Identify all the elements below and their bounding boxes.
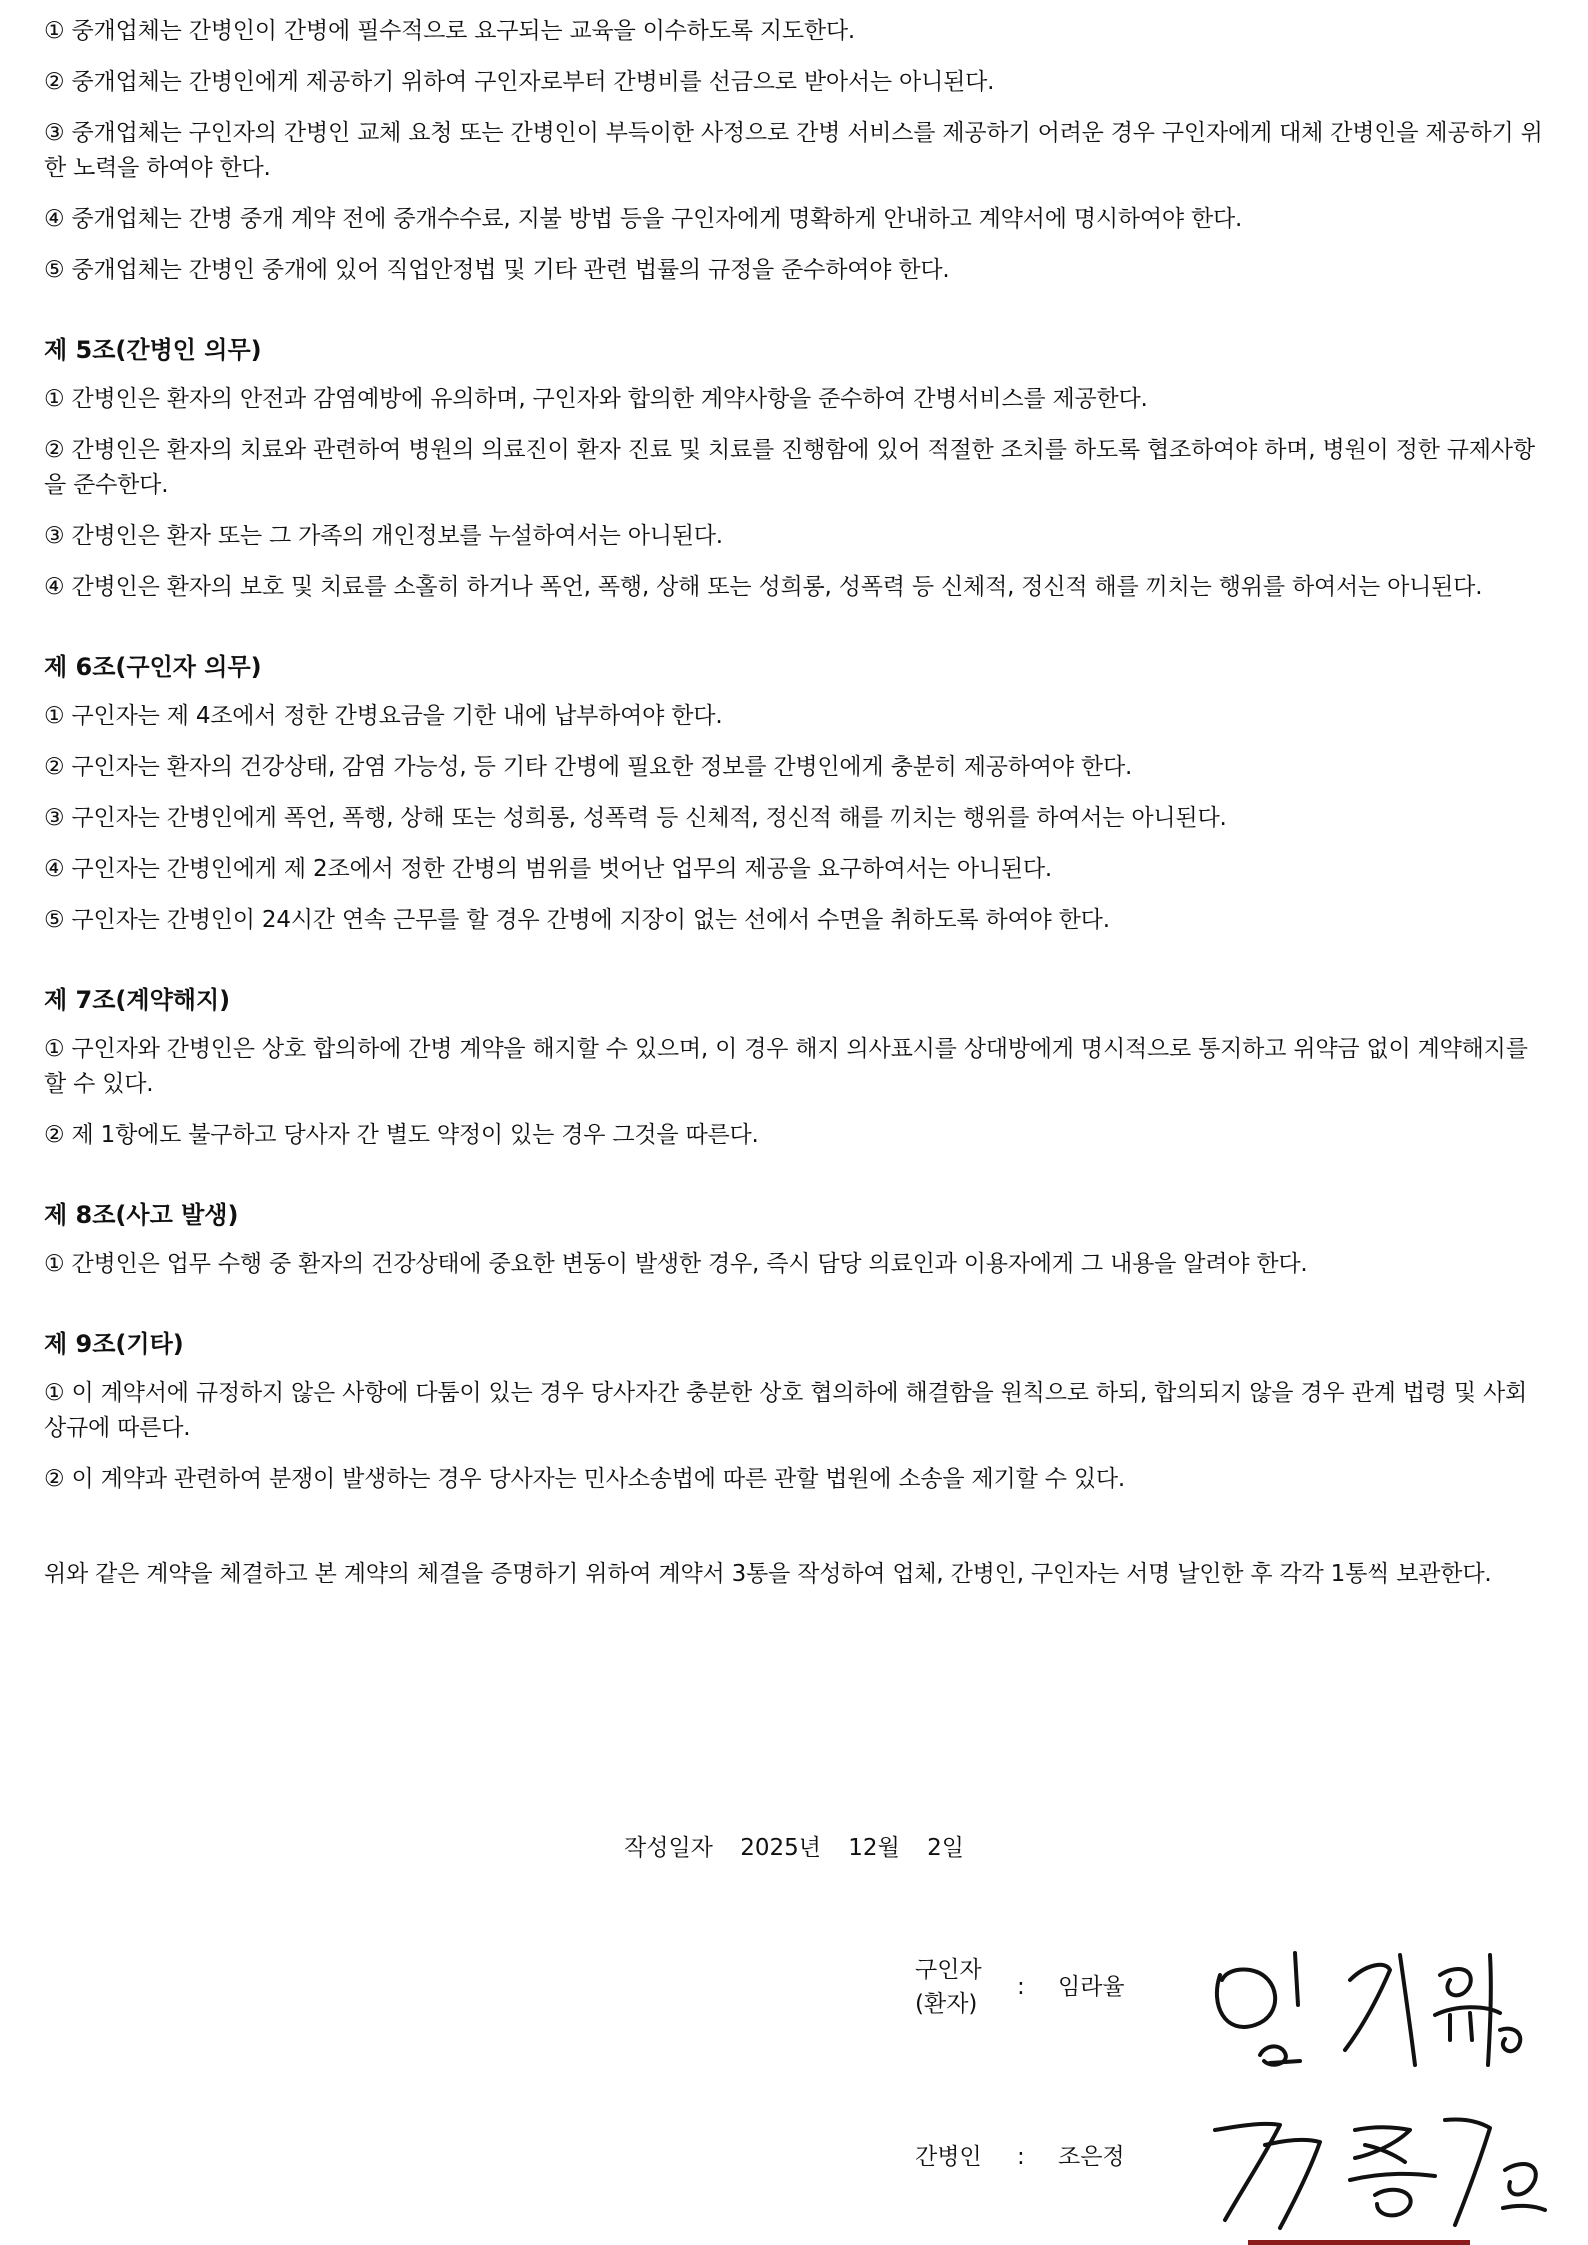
clause: ④ 간병인은 환자의 보호 및 치료를 소홀히 하거나 폭언, 폭행, 상해 또는 성희롱, 성폭력 등 신체적, 정신적 해를 끼치는 행위를 하여서는 아니된다. xyxy=(44,574,1483,600)
clause: ① 중개업체는 간병인이 간병에 필수적으로 요구되는 교육을 이수하도록 지도한다. xyxy=(44,18,856,44)
article-title: 제 8조(사고 발생) xyxy=(44,1201,239,1229)
article-title: 제 5조(간병인 의무) xyxy=(44,336,262,364)
client-signature xyxy=(1200,1935,1540,2085)
clause: ① 이 계약서에 규정하지 않은 사항에 다툼이 있는 경우 당사자간 충분한 상호 협의하에 해결함을 원칙으로 하되, 합의되지 않을 경우 관계 법령 및 사회상규에 따른다. xyxy=(44,1380,1528,1441)
clause: ① 간병인은 환자의 안전과 감염예방에 유의하며, 구인자와 합의한 계약사항을 준수하여 간병서비스를 제공한다. xyxy=(44,386,1148,412)
clause: ④ 구인자는 간병인에게 제 2조에서 정한 간병의 범위를 벗어난 업무의 제공을 요구하여서는 아니된다. xyxy=(44,856,1053,882)
clause: ① 구인자는 제 4조에서 정한 간병요금을 기한 내에 납부하여야 한다. xyxy=(44,703,723,729)
caregiver-name: 조은정 xyxy=(1058,2144,1125,2170)
clause: ③ 구인자는 간병인에게 폭언, 폭행, 상해 또는 성희롱, 성폭력 등 신체적, 정신적 해를 끼치는 행위를 하여서는 아니된다. xyxy=(44,805,1227,831)
caregiver-signature xyxy=(1205,2100,1555,2240)
separator: : xyxy=(1017,2144,1025,2170)
article-4-continued xyxy=(44,14,1544,288)
clause: ⑤ 구인자는 간병인이 24시간 연속 근무를 할 경우 간병에 지장이 없는 선에서 수면을 취하도록 하여야 한다. xyxy=(44,907,1110,933)
article-8 xyxy=(44,1197,1544,1282)
article-9 xyxy=(44,1326,1544,1497)
date-label: 작성일자 xyxy=(624,1835,713,1861)
clause: ① 간병인은 업무 수행 중 환자의 건강상태에 중요한 변동이 발생한 경우, 즉시 담당 의료인과 이용자에게 그 내용을 알려야 한다. xyxy=(44,1251,1308,1277)
clause: ① 구인자와 간병인은 상호 합의하에 간병 계약을 해지할 수 있으며, 이 경우 해지 의사표시를 상대방에게 명시적으로 통지하고 위약금 없이 계약해지를 할 수 있다. xyxy=(44,1036,1528,1097)
page-edge-mark xyxy=(1248,2240,1470,2245)
clause: ② 중개업체는 간병인에게 제공하기 위하여 구인자로부터 간병비를 선금으로 받아서는 아니된다. xyxy=(44,69,995,95)
closing-statement: 위와 같은 계약을 체결하고 본 계약의 체결을 증명하기 위하여 계약서 3통을 작성하여 업체, 간병인, 구인자는 서명 날인한 후 각각 1통씩 보관한다. xyxy=(44,1561,1492,1587)
clause: ② 간병인은 환자의 치료와 관련하여 병원의 의료진이 환자 진료 및 치료를 진행함에 있어 적절한 조치를 하도록 협조하여야 하며, 병원이 정한 규제사항을 준수한다. xyxy=(44,437,1535,498)
client-label-line2: (환자) xyxy=(915,1991,978,2017)
client-label-line1: 구인자 xyxy=(915,1957,982,1983)
article-title: 제 6조(구인자 의무) xyxy=(44,653,262,681)
client-label xyxy=(915,1953,982,2021)
clause: ② 제 1항에도 불구하고 당사자 간 별도 약정이 있는 경우 그것을 따른다. xyxy=(44,1122,759,1148)
clause: ② 이 계약과 관련하여 분쟁이 발생하는 경우 당사자는 민사소송법에 따른 관할 법원에 소송을 제기할 수 있다. xyxy=(44,1466,1125,1492)
clause: ③ 중개업체는 구인자의 간병인 교체 요청 또는 간병인이 부득이한 사정으로 간병 서비스를 제공하기 어려운 경우 구인자에게 대체 간병인을 제공하기 위한 노력을 하여야 한다. xyxy=(44,120,1543,181)
clause: ③ 간병인은 환자 또는 그 가족의 개인정보를 누설하여서는 아니된다. xyxy=(44,523,723,549)
article-5 xyxy=(44,332,1544,605)
contract-date xyxy=(0,1830,1588,1866)
date-year: 2025년 xyxy=(740,1835,821,1861)
article-7 xyxy=(44,982,1544,1153)
contract-page xyxy=(44,14,1544,1608)
clause: ⑤ 중개업체는 간병인 중개에 있어 직업안정법 및 기타 관련 법률의 규정을 준수하여야 한다. xyxy=(44,257,950,283)
article-title: 제 7조(계약해지) xyxy=(44,986,231,1014)
caregiver-label: 간병인 xyxy=(915,2144,982,2170)
date-day: 2일 xyxy=(927,1835,964,1861)
date-month: 12월 xyxy=(848,1835,900,1861)
clause: ② 구인자는 환자의 건강상태, 감염 가능성, 등 기타 간병에 필요한 정보를 간병인에게 충분히 제공하여야 한다. xyxy=(44,754,1133,780)
client-name: 임라율 xyxy=(1058,1974,1125,2000)
article-title: 제 9조(기타) xyxy=(44,1330,184,1358)
article-6 xyxy=(44,649,1544,938)
separator: : xyxy=(1017,1974,1025,2000)
clause: ④ 중개업체는 간병 중개 계약 전에 중개수수료, 지불 방법 등을 구인자에게 명확하게 안내하고 계약서에 명시하여야 한다. xyxy=(44,206,1243,232)
